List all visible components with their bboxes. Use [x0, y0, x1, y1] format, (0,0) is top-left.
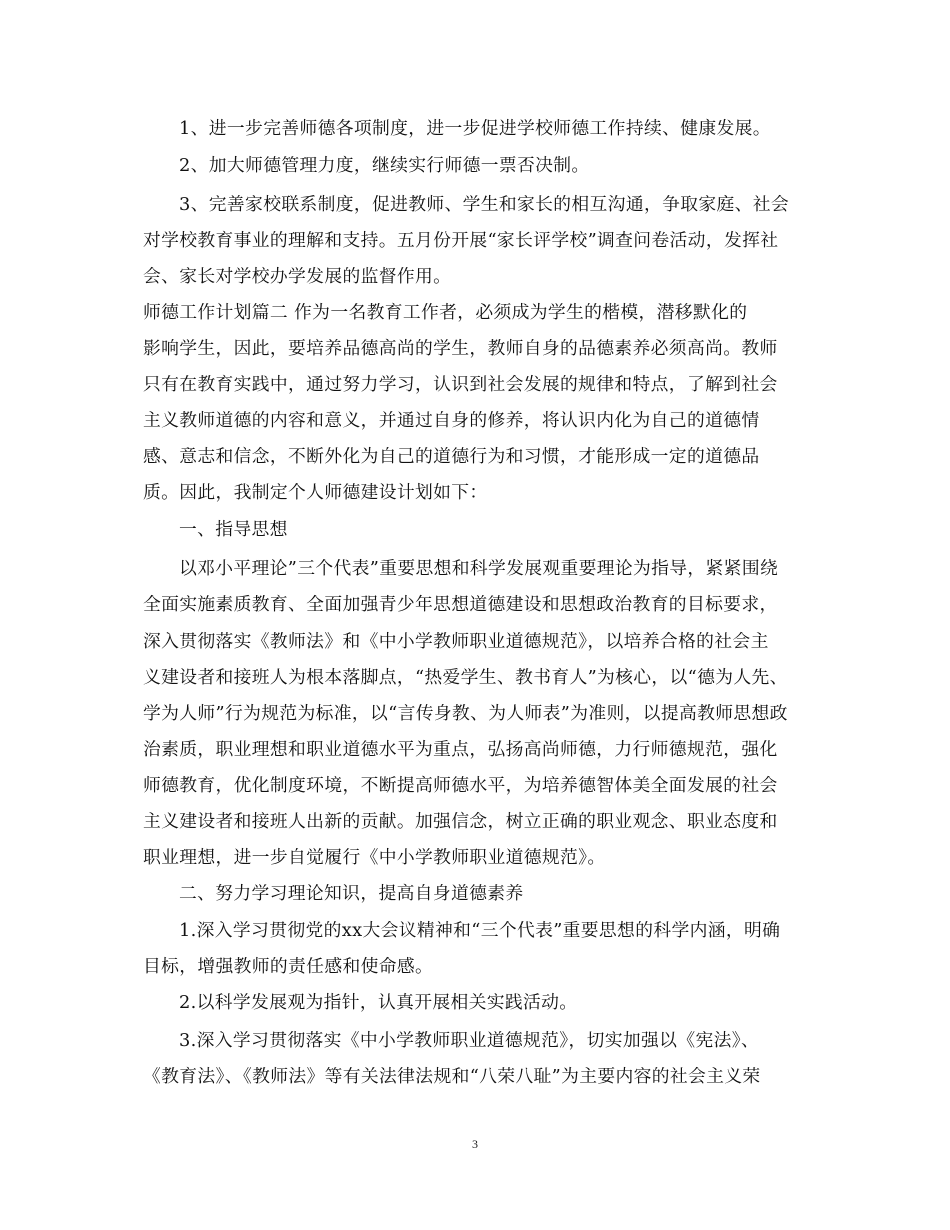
- text-line: 《教育法》、《教师法》等有关法律法规和“八荣八耻”为主要内容的社会主义荣: [143, 1066, 761, 1087]
- text-line: 1.深入学习贯彻党的xx大会议精神和“三个代表”重要思想的科学内涵，明确: [179, 920, 781, 941]
- text-line: 深入贯彻落实《教师法》和《中小学教师职业道德规范》，以培养合格的社会主: [143, 631, 769, 652]
- text-line: 3、完善家校联系制度，促进教师、学生和家长的相互沟通，争取家庭、社会: [179, 194, 789, 215]
- text-line: 感、意志和信念，不断外化为自己的道德行为和习惯，才能形成一定的道德品: [143, 446, 760, 467]
- text-line: 主义教师道德的内容和意义，并通过自身的修养，将认识内化为自己的道德情: [143, 410, 760, 431]
- text-line: 对学校教育事业的理解和支持。五月份开展“家长评学校”调查问卷活动，发挥社: [143, 230, 779, 251]
- text-line: 全面实施素质教育、全面加强青少年思想道德建设和思想政治教育的目标要求，: [143, 594, 778, 615]
- text-line: 2、加大师德管理力度，继续实行师德一票否决制。: [179, 155, 590, 176]
- text-line: 1、进一步完善师德各项制度，进一步促进学校师德工作持续、健康发展。: [179, 118, 771, 139]
- text-line: 目标，增强教师的责任感和使命感。: [143, 956, 434, 977]
- subheading-guiding-thought: 一、指导思想: [179, 519, 288, 540]
- text-line: 2.以科学发展观为指针，认真开展相关实践活动。: [179, 992, 578, 1013]
- text-line: 治素质，职业理想和职业道德水平为重点，弘扬高尚师德，力行师德规范，强化: [143, 739, 778, 760]
- text-line: 职业理想，进一步自觉履行《中小学教师职业道德规范》。: [143, 847, 606, 868]
- text-line: 以邓小平理论”三个代表”重要思想和科学发展观重要理论为指导，紧紧围绕: [179, 558, 779, 579]
- text-line: 质。因此，我制定个人师德建设计划如下：: [143, 482, 488, 503]
- text-line: 只有在教育实践中，通过努力学习，认识到社会发展的规律和特点，了解到社会: [143, 374, 778, 395]
- subheading-study-theory: 二、努力学习理论知识，提高自身道德素养: [179, 883, 524, 904]
- text-line: 影响学生，因此，要培养品德高尚的学生，教师自身的品德素养必须高尚。教师: [143, 338, 778, 359]
- text-line: 会、家长对学校办学发展的监督作用。: [143, 266, 452, 287]
- text-line: 主义建设者和接班人出新的贡献。加强信念，树立正确的职业观念、职业态度和: [143, 811, 778, 832]
- text-line: 师德教育，优化制度环境，不断提高师德水平，为培养德智体美全面发展的社会: [143, 775, 778, 796]
- text-line: 3.深入学习贯彻落实《中小学教师职业道德规范》，切实加强以《宪法》、: [179, 1030, 760, 1051]
- page-number: 3: [472, 1137, 478, 1151]
- text-line: 义建设者和接班人为根本落脚点，“热爱学生、教书育人”为核心，以“德为人先、: [143, 667, 788, 688]
- section-heading-line: 师德工作计划篇二 作为一名教育工作者，必须成为学生的楷模，潜移默化的: [143, 302, 748, 323]
- text-line: 学为人师”行为规范为标准，以“言传身教、为人师表”为准则，以提高教师思想政: [143, 703, 788, 724]
